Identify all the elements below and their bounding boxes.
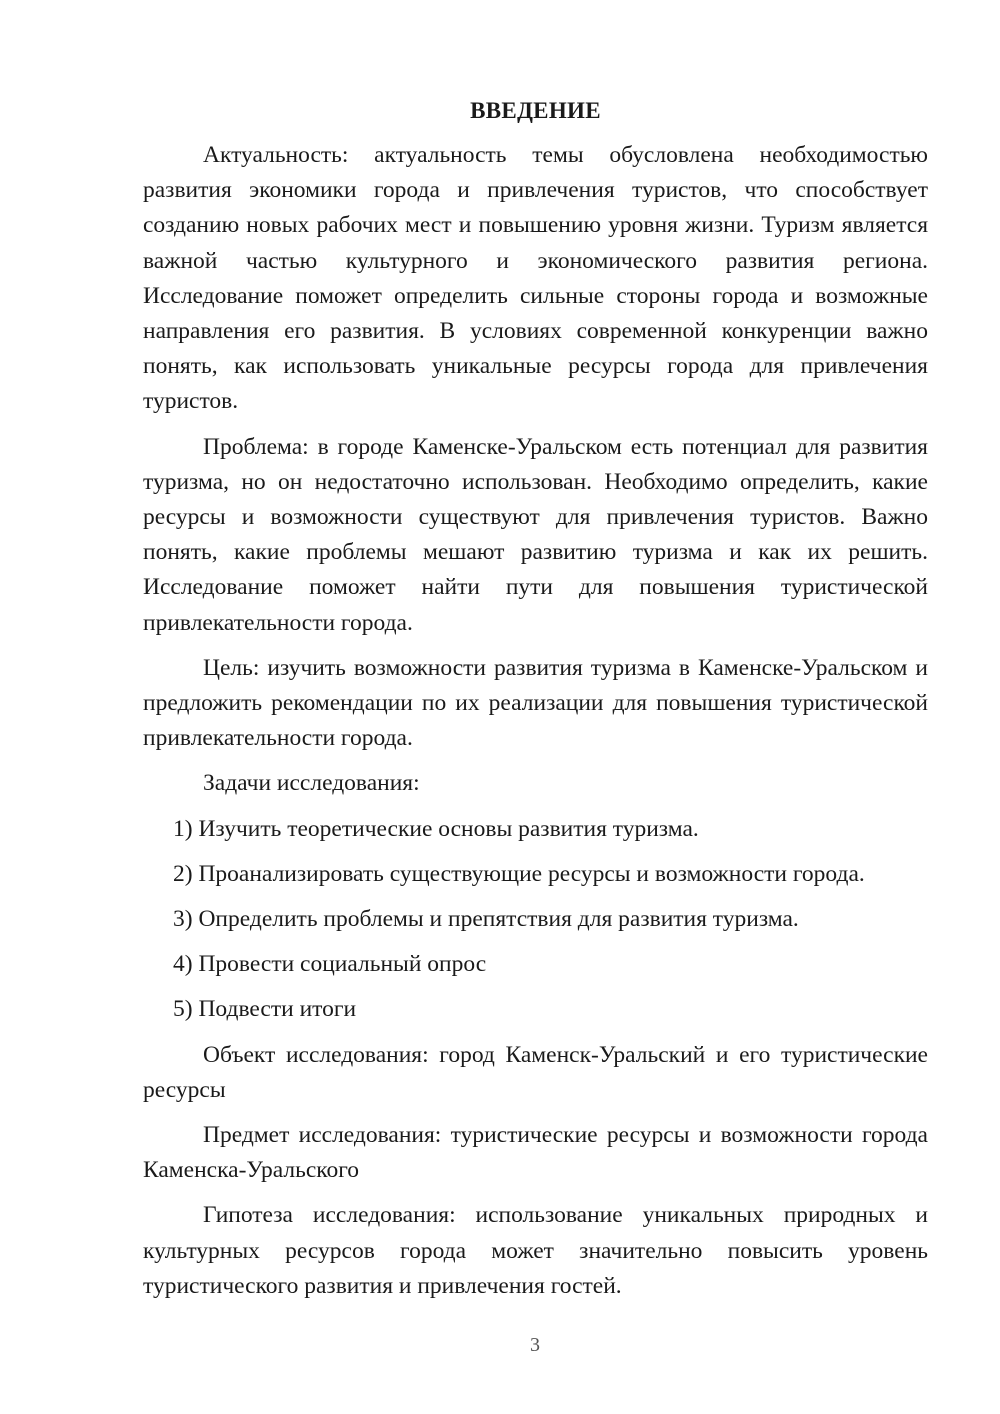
section-title: ВВЕДЕНИЕ — [470, 98, 601, 123]
list-item: 5) Подвести итоги — [173, 996, 357, 1023]
page-number: 3 — [530, 1334, 540, 1356]
list-item: 4) Провести социальный опрос — [173, 951, 487, 978]
tasks-heading: Задачи исследования: — [203, 770, 420, 797]
paragraph-hypothesis: Гипотеза исследования: использование уникальных природных и культурных ресурсов города может значительно повысить уровень туристического развития и привлечения гостей. — [143, 1202, 928, 1299]
list-item: 3) Определить проблемы и препятствия для развития туризма. — [173, 906, 799, 933]
paragraph-object: Объект исследования: город Каменск-Уральский и его туристические ресурсы — [143, 1041, 928, 1103]
page-content — [143, 94, 928, 1314]
list-item: 1) Изучить теоретические основы развития туризма. — [173, 815, 699, 842]
list-item: 2) Проанализировать существующие ресурсы и возможности города. — [173, 860, 865, 887]
paragraph-problem: Проблема: в городе Каменске-Уральском есть потенциал для развития туризма, но он недостаточно использован. Необходимо определить, какие ресурсы и возможности существуют для привлечения туристов. Важно понять, какие проблемы мешают развитию туризма и как их решить. Исследование поможет найти пути для повышения туристической привлекательности города. — [143, 433, 928, 636]
paragraph-goal: Цель: изучить возможности развития туризма в Каменске-Уральском и предложить рекомендации по их реализации для повышения туристической привлекательности города. — [143, 654, 928, 752]
paragraph-relevance: Актуальность: актуальность темы обусловлена необходимостью развития экономики города и привлечения туристов, что способствует созданию новых рабочих мест и повышению уровня жизни. Туризм является важной частью культурного и экономического развития региона. Исследование поможет определить сильные стороны города и возможные направления его развития. В условиях современной конкуренции важно понять, как использовать уникальные ресурсы города для привлечения туристов. — [143, 142, 928, 415]
paragraph-subject: Предмет исследования: туристические ресурсы и возможности города Каменска-Уральского — [143, 1122, 928, 1184]
tasks-list — [143, 812, 928, 1028]
